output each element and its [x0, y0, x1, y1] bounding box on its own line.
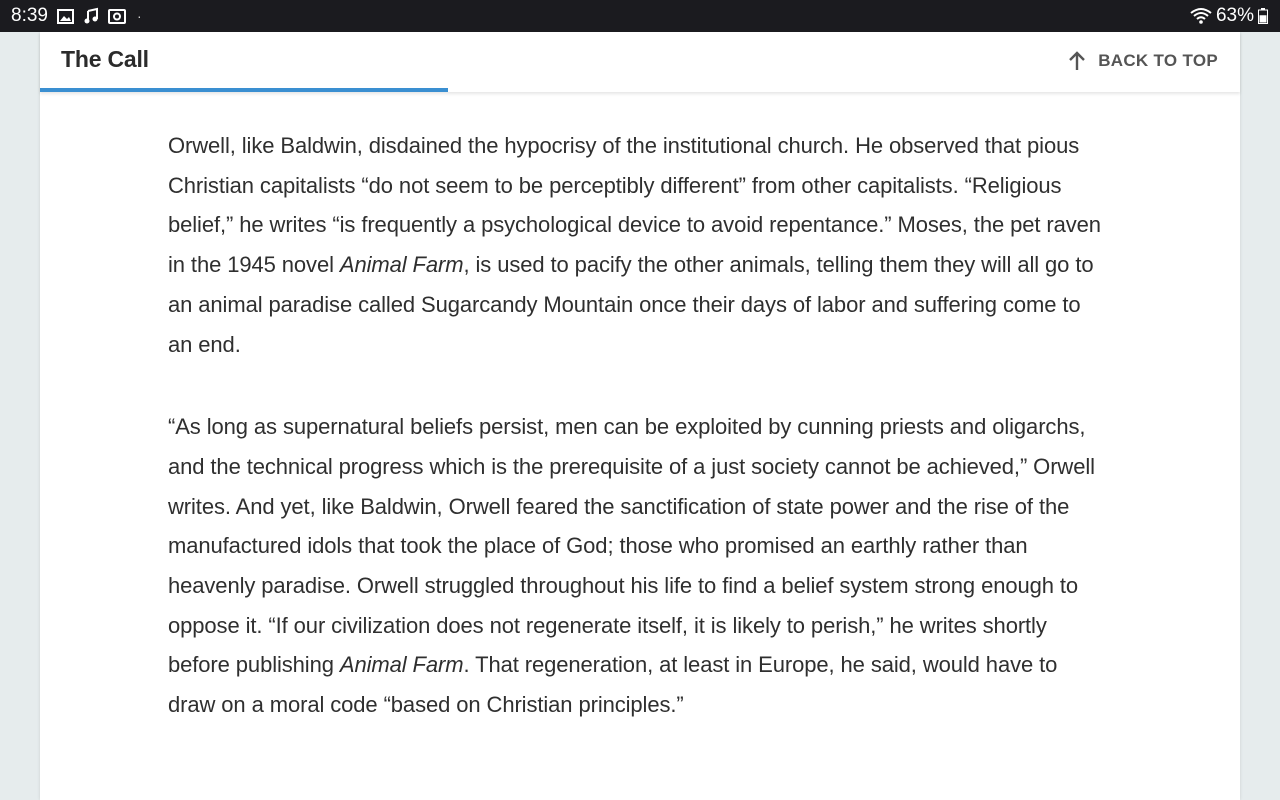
clock: 8:39 [11, 5, 48, 26]
back-to-top-button[interactable] [1068, 51, 1218, 71]
paragraph-text: , is used to pacify the other animals, telling them they will all go to an animal paradise called Sugarcandy Mountain once their days of labor and suffering come to an end. [168, 252, 1094, 357]
paragraph-text: Orwell, like Baldwin, disdained the hypocrisy of the institutional church. He observed that pious Christian capitalists “do not seem to be perceptibly different” from other capitalists. “Religious belief,” he writes “is frequently a psychological device to avoid repentance.” Moses, the pet raven in the 1945 novel [168, 133, 1101, 278]
battery-percent: 63% [1215, 5, 1254, 26]
paragraph-text: “As long as supernatural beliefs persist, men can be exploited by cunning priests and oligarchs, and the technical progress which is the prerequisite of a just society cannot be achieved,” Orwell writes. And yet, like Baldwin, Orwell feared the sanctification of state power and the rise of the manufactured idols that took the place of God; those who promised an earthly rather than heavenly paradise. Orwell struggled throughout his life to find a belief system strong enough to oppose it. “If our civilization does not regenerate itself, it is likely to perish,” he writes shortly before publishing [168, 414, 1095, 678]
page-title: The Call [61, 46, 149, 72]
status-bar-right [1190, 5, 1268, 27]
notification-dot: · [136, 8, 142, 24]
article-paragraph [168, 126, 1108, 364]
article-paragraph [168, 407, 1108, 725]
book-title: Animal Farm [339, 252, 464, 278]
book-title: Animal Farm [339, 652, 464, 678]
article-body [168, 126, 1108, 768]
gallery-icon [57, 9, 74, 24]
reading-progress-fill [40, 88, 448, 92]
status-bar [0, 0, 1280, 32]
reading-progress-bar [40, 88, 1240, 92]
arrow-up-icon [1068, 51, 1086, 71]
sticky-header [40, 32, 1240, 92]
screen-record-icon [108, 9, 126, 24]
article-card [40, 32, 1240, 800]
battery-icon [1258, 8, 1268, 24]
wifi-icon [1190, 8, 1212, 24]
paragraph-text: . That regeneration, at least in Europe, he said, would have to draw on a moral code “based on Christian principles.” [168, 652, 1058, 718]
back-to-top-label: BACK TO TOP [1098, 51, 1218, 70]
music-icon [83, 8, 99, 24]
status-bar-left [11, 5, 142, 27]
